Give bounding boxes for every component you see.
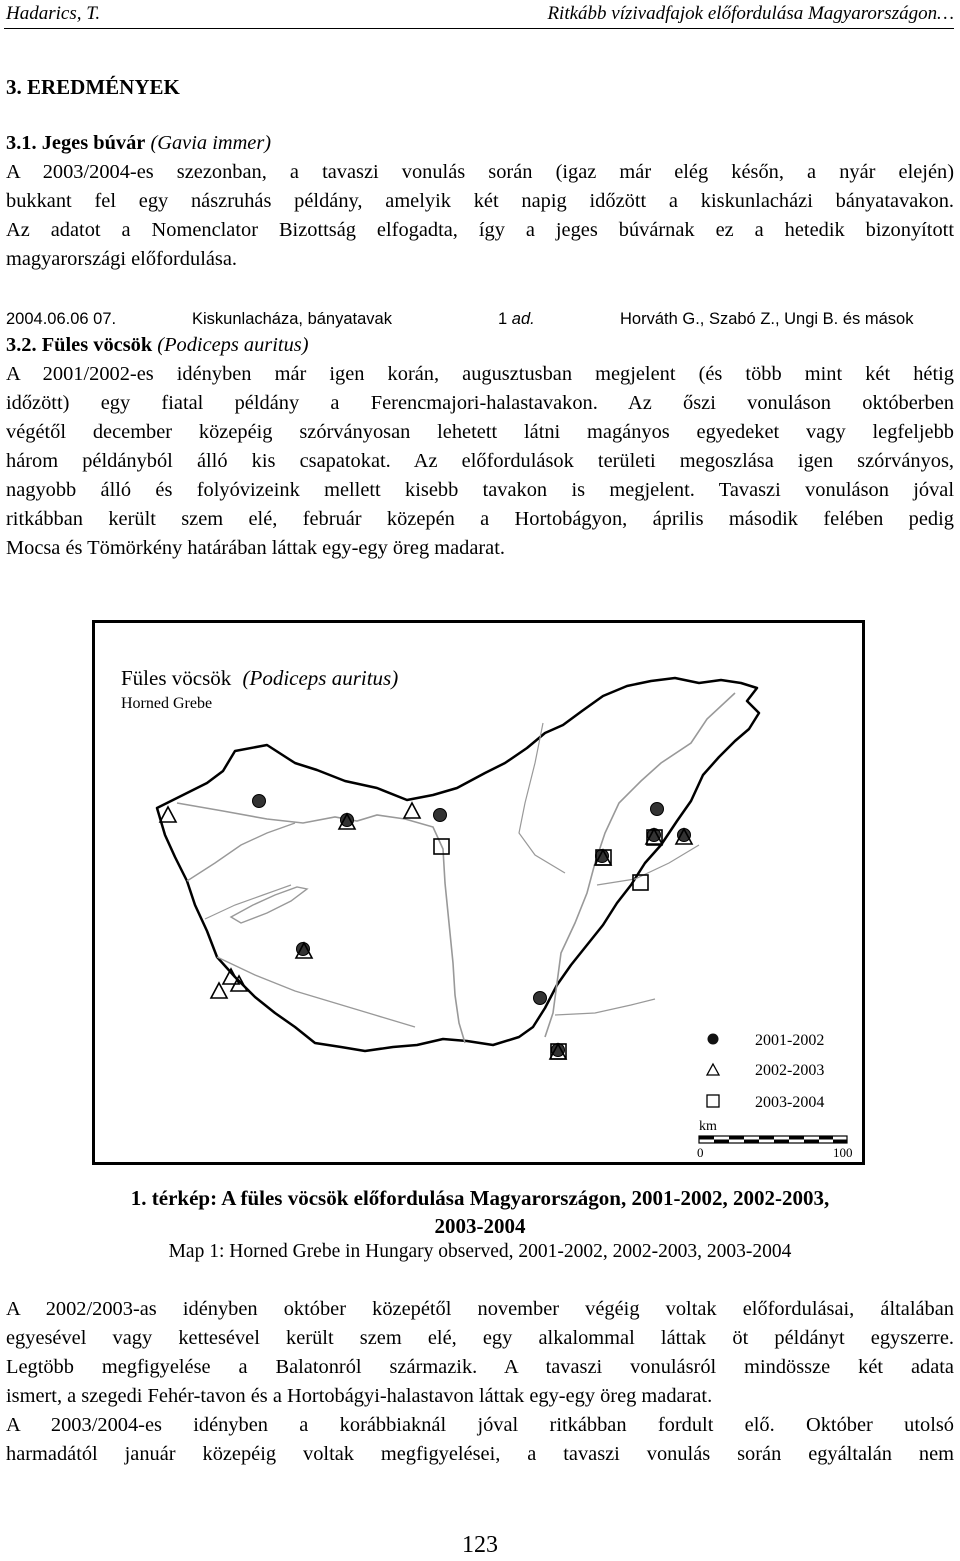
record-age: ad. bbox=[511, 310, 535, 328]
paragraph-line: A 2001/2002-es idényben már igen korán, augusztusban megjelent (és több mint két hétig bbox=[6, 363, 954, 385]
paragraph-2003-2004 bbox=[6, 1411, 954, 1469]
header-author: Hadarics, T. bbox=[6, 3, 101, 24]
map-title-sci: (Podiceps auritus) bbox=[242, 666, 399, 690]
zagyva-river bbox=[519, 723, 565, 873]
svg-text:Füles vöcsök (Podiceps a bbox=[121, 666, 398, 690]
observation-triangle bbox=[404, 803, 420, 818]
danube-river bbox=[177, 803, 465, 1043]
record-date: 2004.06.06 07. bbox=[6, 310, 117, 328]
subsection-heading bbox=[6, 331, 954, 360]
drava-river bbox=[217, 957, 415, 1027]
map-legend bbox=[707, 1032, 824, 1111]
species-common-name: Füles vöcsök bbox=[41, 334, 153, 356]
header-title: Ritkább vízivadfajok előfordulása Magyarországon… bbox=[547, 3, 954, 24]
observation-circle bbox=[434, 809, 447, 822]
paragraph-line: harmadától január közepéig voltak megfigyelései, a tavaszi vonulás során egyáltalán nem bbox=[6, 1443, 954, 1465]
record-count-value: 1 bbox=[498, 310, 508, 328]
map-figure bbox=[92, 620, 865, 1165]
scale-max: 100 bbox=[833, 1145, 853, 1160]
raba-river bbox=[187, 823, 295, 881]
record-observers: Horváth G., Szabó Z., Ungi B. és mások bbox=[620, 310, 914, 328]
observation-triangle bbox=[211, 983, 227, 998]
tisza-river bbox=[545, 693, 735, 1037]
record-count bbox=[498, 306, 535, 332]
observation-record bbox=[6, 306, 956, 332]
paragraph-line: nagyobb álló és folyóvizeink mellett kisebb tavakon is megjelent. Tavaszi vonuláson jóval bbox=[6, 479, 954, 501]
subsection-3-2 bbox=[6, 331, 954, 563]
paragraph-line: három példányból álló kis csapatokat. Az előfordulások területi megoszlása igen szórványos, bbox=[6, 450, 954, 472]
subsection-heading bbox=[6, 129, 954, 158]
paragraph-line: A 2002/2003-as idényben október közepétől november végéig voltak előfordulásai, általában bbox=[6, 1298, 954, 1320]
map-title-hu: Füles vöcsök bbox=[121, 666, 232, 690]
observations-2002-2003 bbox=[160, 803, 692, 1059]
paragraph-line: A 2003/2004-es szezonban, a tavaszi vonulás során (igaz már elég későn, a nyár elején) bbox=[6, 161, 954, 183]
observation-circle bbox=[253, 795, 266, 808]
paragraph-line: A 2003/2004-es idényben a korábbiaknál jóval ritkábban fordult elő. Október utolsó bbox=[6, 1414, 954, 1436]
scale-unit: km bbox=[699, 1119, 717, 1134]
paragraph-line: végétől december közepéig szórványosan lehetett látni magányos egyedeket vagy legfeljebb bbox=[6, 421, 954, 443]
paragraph-line: Mocsa és Tömörkény határában láttak egy-egy öreg madarat. bbox=[6, 537, 505, 559]
paragraph-line: időzött) egy fiatal példány a Ferencmajori-halastavakon. Az őszi vonuláson októberben bbox=[6, 392, 954, 414]
maros-river bbox=[555, 999, 655, 1015]
legend-square-icon bbox=[707, 1095, 719, 1107]
map-title-en: Horned Grebe bbox=[121, 695, 213, 712]
paragraph-line: Legtöbb megfigyelése a Balatonról származik. A tavaszi vonulásról mindössze két adata bbox=[6, 1356, 954, 1378]
page-number: 123 bbox=[462, 1532, 498, 1558]
paragraph-line: ismert, a szegedi Fehér-tavon és a Hortobágyi-halastavon láttak egy-egy öreg madarat. bbox=[6, 1385, 713, 1407]
legend-label: 2001-2002 bbox=[755, 1032, 825, 1049]
species-sci-name: (Gavia immer) bbox=[150, 132, 272, 154]
subsection-number: 3.2. bbox=[6, 334, 37, 356]
observation-circle bbox=[651, 803, 664, 816]
map-caption-line1: 1. térkép: A füles vöcsök előfordulása Magyarországon, 2001-2002, 2002-2003, bbox=[130, 1186, 830, 1210]
observations-2001-2002 bbox=[253, 795, 691, 1057]
observation-circle bbox=[534, 992, 547, 1005]
paragraph-line: ritkábban került szem elé, február közepén a Hortobágyon, április második felében pedig bbox=[6, 508, 954, 530]
section-title: 3. EREDMÉNYEK bbox=[6, 75, 180, 99]
species-common-name: Jeges búvár bbox=[41, 132, 146, 154]
paragraph-line: Az adatot a Nomenclator Bizottság elfogadta, így a jeges búvárnak ez a hetedik bizonyított bbox=[6, 219, 954, 241]
scale-bar bbox=[697, 1119, 853, 1160]
observations-2003-2004 bbox=[434, 830, 662, 1059]
subsection-3-1 bbox=[6, 129, 954, 274]
scale-min: 0 bbox=[697, 1145, 704, 1160]
species-sci-name: (Podiceps auritus) bbox=[157, 334, 309, 356]
country-outline bbox=[157, 678, 759, 1051]
record-place: Kiskunlacháza, bányatavak bbox=[192, 310, 392, 328]
legend-triangle-icon bbox=[707, 1064, 719, 1075]
legend-label: 2003-2004 bbox=[755, 1094, 825, 1111]
map-caption-english: Map 1: Horned Grebe in Hungary observed, 2001-2002, 2002-2003, 2003-2004 bbox=[168, 1241, 792, 1262]
legend-circle-icon bbox=[708, 1034, 719, 1045]
paragraph-line: egyesével vagy kettesével került szem elé, egy alkalommal láttak öt példányt egyszerre. bbox=[6, 1327, 954, 1349]
map-svg bbox=[95, 623, 862, 1162]
running-header bbox=[4, 2, 954, 29]
map-caption-line2: 2003-2004 bbox=[434, 1214, 526, 1238]
subsection-number: 3.1. bbox=[6, 132, 37, 154]
paragraph-line: bukkant fel egy nászruhás példány, amelyik két napig időzött a kiskunlacházi bányatavakon. bbox=[6, 190, 954, 212]
observation-triangle bbox=[160, 807, 176, 822]
legend-label: 2002-2003 bbox=[755, 1062, 825, 1079]
paragraph-2002-2003 bbox=[6, 1295, 954, 1411]
zala-river bbox=[205, 885, 291, 919]
paragraph-line: magyarországi előfordulása. bbox=[6, 248, 237, 270]
